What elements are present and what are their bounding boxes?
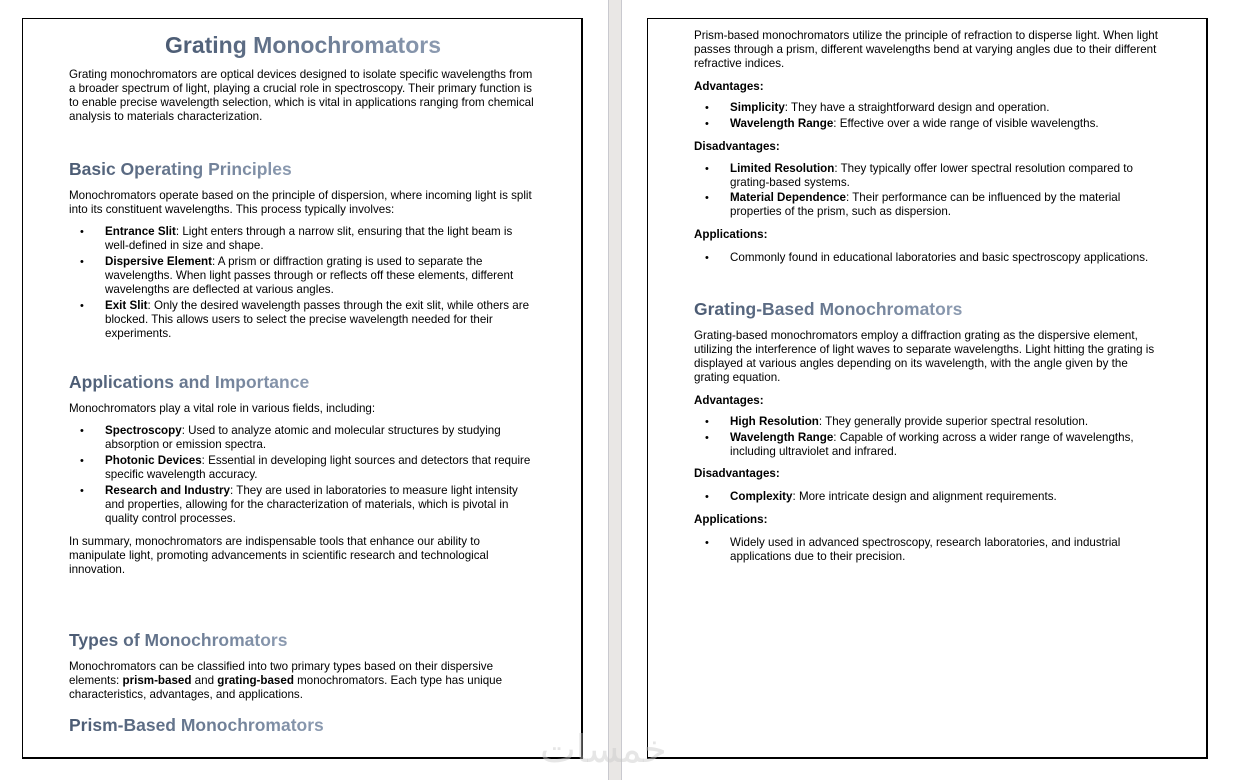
- list-item-text: : A prism or diffraction grating is used to separate the wavelengths. When light passes through or reflects off these elements, different wavelengths are deflected at various angles.: [105, 255, 514, 296]
- page-2-content: [694, 29, 1164, 564]
- bullet-icon: •: [80, 300, 84, 312]
- grating-advantages-label: Advantages:: [694, 394, 764, 407]
- list-item-text: : Capable of working across a wider range of wavelengths, including ultraviolet and infrared.: [730, 431, 1134, 458]
- prism-disadvantages-label: Disadvantages:: [694, 140, 780, 153]
- list-item: [694, 415, 1164, 429]
- list-item: [694, 191, 1164, 219]
- summary-paragraph: In summary, monochromators are indispensable tools that enhance our ability to manipulate light, promoting advancements in scientific research and technological innovation.: [69, 535, 489, 576]
- list-item-text: : Only the desired wavelength passes through the exit slit, while others are blocked. This allows users to select the precise wavelength needed for their experiments.: [105, 299, 530, 340]
- list-item: [69, 454, 537, 482]
- basic-intro-paragraph: Monochromators operate based on the principle of dispersion, where incoming light is split into its constituent wavelengths. This process typically involves:: [69, 189, 532, 216]
- heading-grating-based-monochromators: Grating-Based Monochromators: [694, 299, 963, 319]
- prism-advantages-label: Advantages:: [694, 80, 764, 93]
- list-item-term: Limited Resolution: [730, 162, 835, 175]
- list-item-text: Widely used in advanced spectroscopy, research laboratories, and industrial applications due to their precision.: [730, 536, 1121, 563]
- list-item-text: : Their performance can be influenced by the material properties of the prism, such as dispersion.: [730, 191, 1121, 218]
- list-item-term: Complexity: [730, 490, 793, 503]
- prism-applications-list: [694, 251, 1164, 265]
- bullet-icon: •: [80, 455, 84, 467]
- bullet-icon: •: [705, 192, 709, 204]
- list-item: [694, 251, 1164, 265]
- list-item-text: : Effective over a wide range of visible wavelengths.: [833, 117, 1099, 130]
- list-item-text: : More intricate design and alignment requirements.: [792, 490, 1057, 503]
- document-page-2: [647, 18, 1208, 759]
- watermark-logo: خمسات: [540, 727, 667, 771]
- bullet-icon: •: [705, 491, 709, 503]
- bullet-icon: •: [705, 416, 709, 428]
- prism-advantages-list: [694, 101, 1164, 131]
- grating-intro-paragraph: Grating-based monochromators employ a diffraction grating as the dispersive element, utilizing the interference of light waves to separate wavelengths. Light hitting the grating is displayed at various angles depending on its wavelength, with the angle given by the grating equation.: [694, 329, 1155, 384]
- list-item-text: : Used to analyze atomic and molecular structures by studying absorption or emission spectra.: [105, 424, 501, 451]
- list-item-text: : They are used in laboratories to measure light intensity and properties, allowing for the characterization of materials, which is pivotal in quality control processes.: [105, 484, 518, 525]
- list-item: [69, 299, 537, 341]
- bullet-icon: •: [705, 118, 709, 130]
- list-item-term: Simplicity: [730, 101, 785, 114]
- page-gutter: [608, 0, 622, 780]
- list-item-text: : Essential in developing light sources and detectors that require specific wavelength accuracy.: [105, 454, 531, 481]
- list-item-text: Commonly found in educational laboratories and basic spectroscopy applications.: [730, 251, 1149, 264]
- heading-applications-and-importance: Applications and Importance: [69, 372, 310, 392]
- bullet-icon: •: [705, 102, 709, 114]
- heading-types-of-monochromators: Types of Monochromators: [69, 630, 288, 650]
- types-paragraph: Monochromators can be classified into two primary types based on their dispersive elements: prism-based and grating-based monochromators. Each type has unique characteristics, advantages, and applications.: [69, 660, 503, 701]
- bullet-icon: •: [80, 256, 84, 268]
- document-page-1: [22, 18, 583, 759]
- list-item-term: High Resolution: [730, 415, 819, 428]
- list-item: [69, 225, 537, 253]
- list-item-term: Entrance Slit: [105, 225, 176, 238]
- list-item-term: Dispersive Element: [105, 255, 212, 268]
- prism-disadvantages-list: [694, 162, 1164, 219]
- grating-applications-label: Applications:: [694, 513, 768, 526]
- list-item-term: Wavelength Range: [730, 117, 834, 130]
- list-item-term: Material Dependence: [730, 191, 846, 204]
- list-item-term: Wavelength Range: [730, 431, 834, 444]
- prism-intro-paragraph: Prism-based monochromators utilize the principle of refraction to disperse light. When light passes through a prism, different wavelengths bend at varying angles due to their different refractive indices.: [694, 29, 1158, 70]
- heading-basic-operating-principles: Basic Operating Principles: [69, 159, 292, 179]
- applications-intro-paragraph: Monochromators play a vital role in various fields, including:: [69, 402, 376, 415]
- document-title: Grating Monochromators: [164, 32, 441, 58]
- grating-disadvantages-label: Disadvantages:: [694, 467, 780, 480]
- prism-applications-label: Applications:: [694, 228, 768, 241]
- bullet-icon: •: [705, 163, 709, 175]
- bullet-icon: •: [80, 226, 84, 238]
- list-item-text: : They typically offer lower spectral resolution compared to grating-based systems.: [730, 162, 1133, 189]
- grating-advantages-list: [694, 415, 1164, 459]
- bullet-icon: •: [705, 432, 709, 444]
- list-item: [694, 431, 1164, 459]
- intro-paragraph: Grating monochromators are optical devices designed to isolate specific wavelengths from a broader spectrum of light, playing a crucial role in spectroscopy. Their primary function is to enable precise wavelength selection, which is vital in applications ranging from chemical analysis to materials characterization.: [69, 68, 534, 123]
- bullet-icon: •: [705, 252, 709, 264]
- list-item-term: Spectroscopy: [105, 424, 182, 437]
- basic-principles-list: [69, 225, 537, 341]
- list-item: [694, 536, 1164, 564]
- list-item-text: : They generally provide superior spectral resolution.: [818, 415, 1089, 428]
- list-item: [694, 490, 1164, 504]
- list-item: [69, 255, 537, 297]
- grating-applications-list: [694, 536, 1164, 564]
- list-item-text: : Light enters through a narrow slit, ensuring that the light beam is well-defined in size and shape.: [105, 225, 513, 252]
- list-item: [69, 424, 537, 452]
- page-1-content: [69, 29, 537, 736]
- list-item: [694, 162, 1164, 190]
- list-item: [694, 101, 1164, 115]
- bullet-icon: •: [80, 425, 84, 437]
- list-item-term: Exit Slit: [105, 299, 148, 312]
- list-item-term: Research and Industry: [105, 484, 230, 497]
- list-item: [69, 484, 537, 526]
- grating-disadvantages-list: [694, 490, 1164, 504]
- bullet-icon: •: [80, 485, 84, 497]
- list-item-term: Photonic Devices: [105, 454, 202, 467]
- bullet-icon: •: [705, 537, 709, 549]
- list-item-text: : They have a straightforward design and operation.: [784, 101, 1050, 114]
- applications-list: [69, 424, 537, 526]
- list-item: [694, 117, 1164, 131]
- heading-prism-based-monochromators: Prism-Based Monochromators: [69, 715, 324, 735]
